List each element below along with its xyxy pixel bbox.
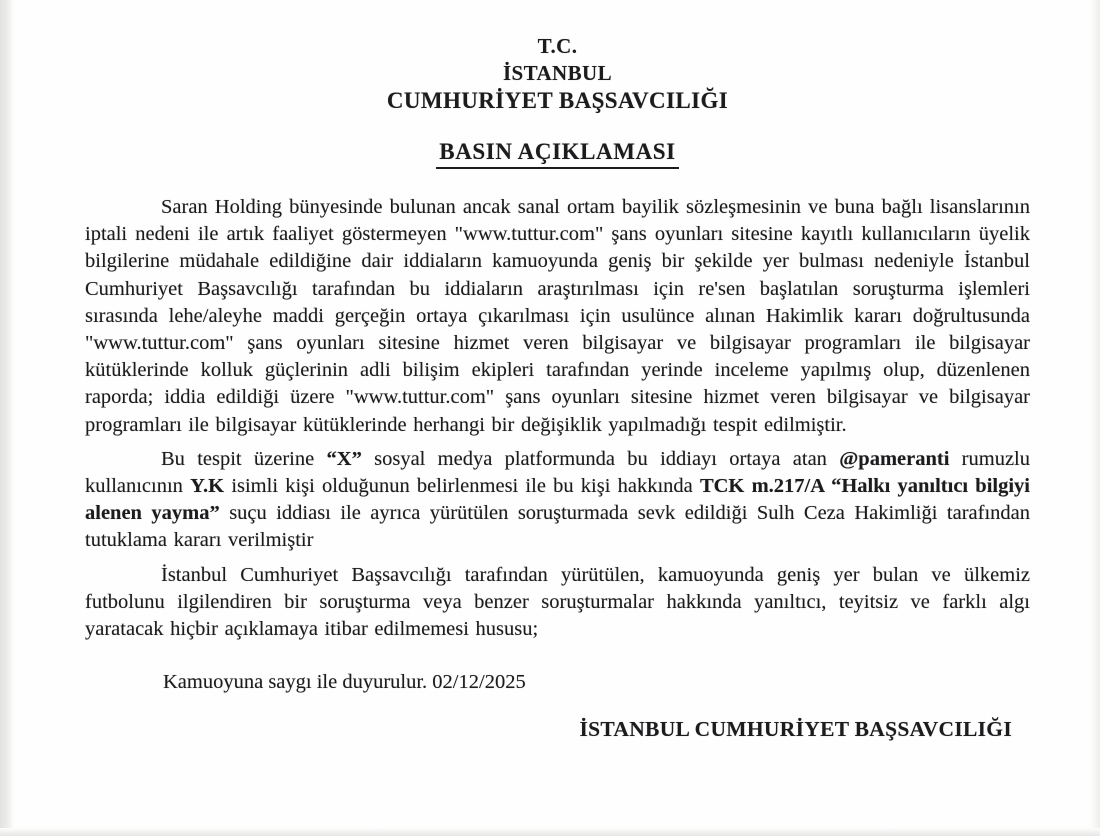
paragraph-investigation-findings: Saran Holding bünyesinde bulunan ancak sanal ortam bayilik sözleşmesinin ve buna bağlı lisanslarının iptali nedeni ile artık faaliyet göstermeyen "www.tuttur.com" şans oyunları sitesine kayıtlı kullanıcıların üyelik bilgilerine müdahale edildiğine dair iddiaların kamuoyunda geniş bir şekilde yer bulması nedeniyle İstanbul Cumhuriyet Başsavcılığı tarafından bu iddiaların araştırılması için re'sen başlatılan soruşturma işlemleri sırasında lehe/aleyhe maddi gerçeğin ortaya çıkarılması için usulünce alınan Hakimlik kararı doğrultusunda "www.tuttur.com" şans oyunları sitesine hizmet veren bilgisayar ve bilgisayar programları ile bilgisayar kütüklerinde kolluk güçlerinin adli bilişim ekipleri tarafından yerinde inceleme yapılmış olup, düzenlenen raporda; iddia edildiği üzere "www.tuttur.com" şans oyunları sitesine hizmet veren bilgisayar ve bilgisayar programları ile bilgisayar kütüklerinde herhangi bir değişiklik yapılmadığı tespit edilmiştir.: [85, 196, 1030, 436]
header-republic-abbrev: T.C.: [537, 34, 578, 58]
header-office: CUMHURİYET BAŞSAVCILIĞI: [386, 88, 729, 113]
scan-edge-left: [0, 0, 14, 836]
header-city: İSTANBUL: [502, 61, 612, 85]
closing-line: Kamuoyuna saygı ile duyurulur. 02/12/2025: [163, 671, 526, 694]
scan-edge-bottom: [0, 828, 1100, 836]
subject-line-wrap: [85, 139, 1030, 169]
signature-office-name: İSTANBUL CUMHURİYET BAŞSAVCILIĞI: [579, 717, 1012, 742]
paragraph-public-warning: İstanbul Cumhuriyet Başsavcılığı tarafından yürütülen, kamuoyunda geniş yer bulan ve ülkemiz futbolunu ilgilendiren bir soruşturma veya benzer soruşturmalar hakkında yanıltıcı, teyitsiz ve farklı algı yaratacak hiçbir açıklamaya itibar edilmemesi hususu;: [85, 563, 1030, 641]
document-body: [85, 0, 1030, 743]
paragraph-arrest-decision: Bu tespit üzerine “X” sosyal medya platformunda bu iddiayı ortaya atan @pameranti rumuzlu kullanıcının Y.K isimli kişi olduğunun belirlenmesi ile bu kişi hakkında TCK m.217/A “Halkı yanıltıcı bilgiyi alenen yayma” suçu iddiası ile ayrıca yürütülen soruşturmada sevk edildiği Sulh Ceza Hakimliği tarafından tutuklama kararı verilmiştir: [85, 447, 1030, 552]
document-title: BASIN AÇIKLAMASI: [436, 139, 678, 169]
scan-edge-right: [1090, 0, 1100, 836]
